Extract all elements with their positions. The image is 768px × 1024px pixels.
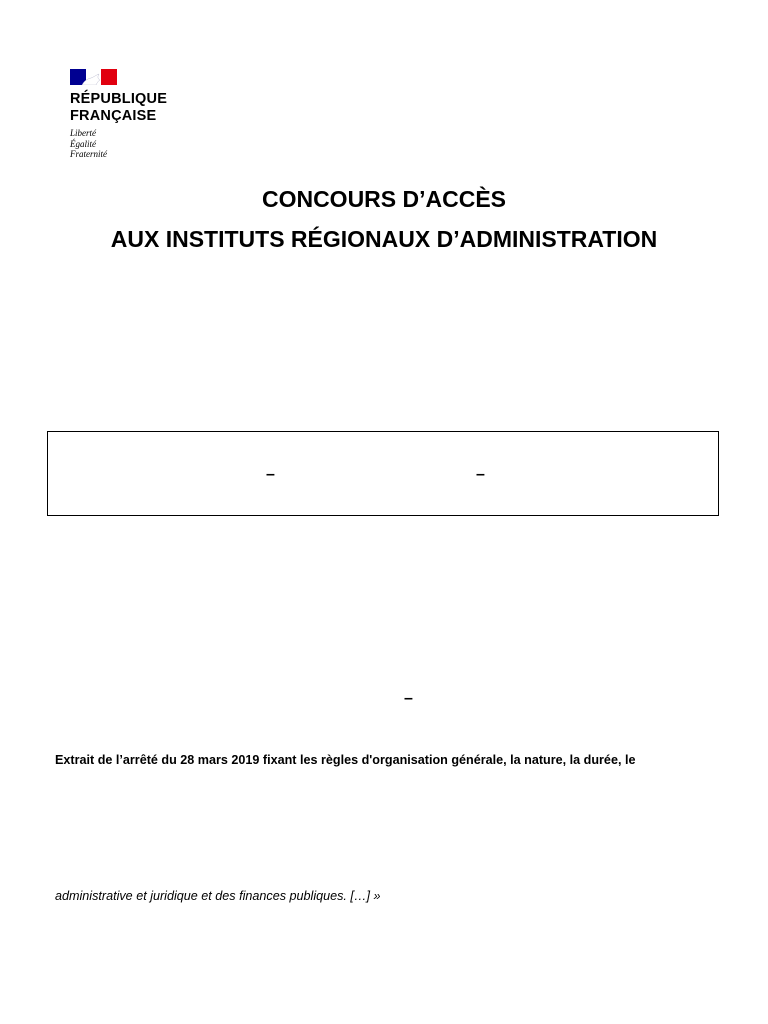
framed-box xyxy=(47,431,719,516)
marianne-flag-icon xyxy=(70,69,117,85)
logo-text-francaise: FRANÇAISE xyxy=(70,108,157,124)
motto-liberte: Liberté xyxy=(70,128,96,138)
document-title-line-2: AUX INSTITUTS RÉGIONAUX D’ADMINISTRATION xyxy=(110,226,658,252)
republique-francaise-logo xyxy=(70,69,190,160)
flag-red-band xyxy=(101,69,117,85)
arrete-extract-text: Extrait de l’arrêté du 28 mars 2019 fixant les règles d'organisation générale, la nature, la durée, le xyxy=(55,753,636,767)
logo-text-republique: RÉPUBLIQUE xyxy=(70,91,168,107)
motto-fraternite: Fraternité xyxy=(70,149,107,159)
quote-closing-text: administrative et juridique et des finances publiques. […] » xyxy=(55,889,381,903)
motto-egalite: Égalité xyxy=(70,138,96,149)
box-dash-2: – xyxy=(476,466,485,483)
body-separator-dash: – xyxy=(404,690,413,707)
logo-motto xyxy=(70,128,190,160)
box-dash-1: – xyxy=(266,466,275,483)
document-title-line-1: CONCOURS D’ACCÈS xyxy=(261,186,507,212)
